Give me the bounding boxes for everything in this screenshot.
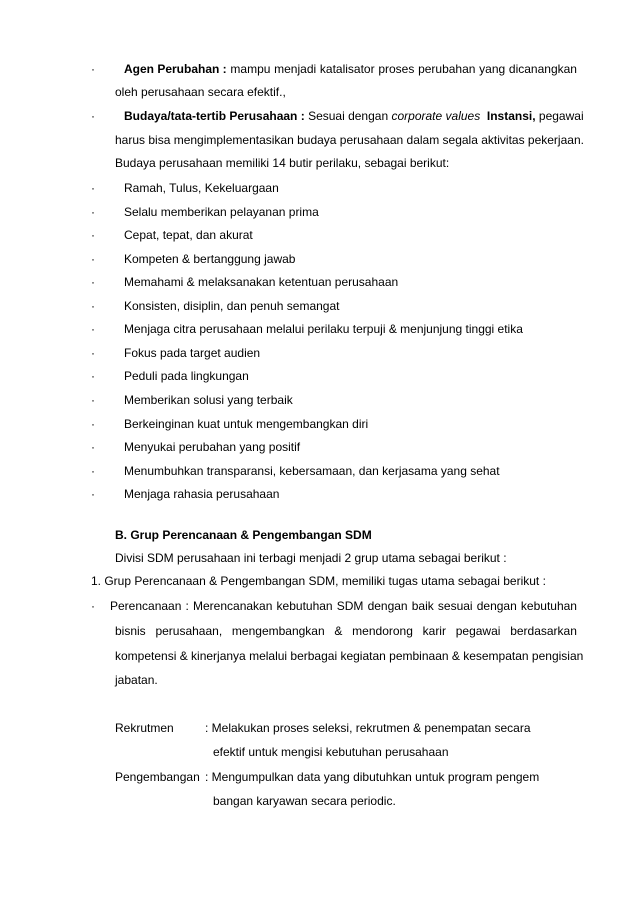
word: dicanangkan: [508, 62, 577, 76]
word: mampu: [230, 62, 271, 76]
value-item: Menyukai perubahan yang positif: [124, 440, 301, 455]
word: SDM: [336, 599, 364, 613]
word: &: [334, 624, 343, 638]
agen-perubahan-line-1: [124, 61, 577, 77]
word: perusahaan,: [155, 624, 223, 638]
definition-term-rekrutmen: Rekrutmen: [115, 721, 174, 735]
section-b-heading: [115, 527, 372, 543]
value-item: Peduli pada lingkungan: [124, 369, 249, 384]
value-item: Cepat, tepat, dan akurat: [124, 228, 253, 243]
perencanaan-line-4: jabatan.: [115, 673, 158, 687]
bullet: ·: [91, 298, 95, 313]
bullet: ·: [91, 369, 95, 384]
word: bisnis: [115, 624, 146, 638]
perencanaan-line-1: [110, 598, 577, 614]
word: menjadi: [274, 62, 317, 76]
bullet: ·: [91, 251, 95, 266]
bullet: ·: [91, 440, 95, 455]
value-item: Selalu memberikan pelayanan prima: [124, 204, 319, 219]
value-item: Ramah, Tulus, Kekeluargaan: [124, 181, 279, 195]
bullet: ·: [91, 181, 95, 195]
word: :: [185, 599, 189, 613]
value-item: Konsisten, disiplin, dan penuh semangat: [124, 298, 340, 313]
word: sesuai: [437, 599, 473, 613]
word: katalisator: [319, 62, 375, 76]
perencanaan-line-3: kompetensi & kinerjanya melalui berbagai kegiatan pembinaan & kesempatan pengisian: [115, 649, 584, 663]
word: dengan: [367, 599, 408, 613]
value-item: Menjaga citra perusahaan melalui perilaku terpuji & menjunjung tinggi etika: [124, 322, 523, 337]
bullet: ·: [91, 322, 95, 337]
word: pegawai: [455, 624, 501, 638]
word: kebutuhan: [276, 599, 333, 613]
word: karir: [422, 624, 446, 638]
word: perubahan: [418, 62, 476, 76]
agen-perubahan-line-2: oleh perusahaan secara efektif.,: [115, 85, 286, 99]
budaya-line-2: harus bisa mengimplementasikan budaya perusahaan dalam segala aktivitas pekerjaan.: [115, 133, 584, 147]
bullet: ·: [91, 62, 95, 76]
definition-pengembangan-line-1: : Mengumpulkan data yang dibutuhkan untuk program pengem: [205, 770, 540, 784]
value-item: Kompeten & bertanggung jawab: [124, 251, 296, 266]
definition-pengembangan-line-2: bangan karyawan secara periodic.: [213, 794, 396, 808]
bullet: ·: [91, 487, 95, 502]
word: mengembangkan: [231, 624, 325, 638]
value-item: Fokus pada target audien: [124, 345, 261, 360]
bullet: ·: [91, 599, 95, 613]
value-item: Menjaga rahasia perusahaan: [124, 487, 280, 502]
word: Perencanaan: [110, 599, 182, 613]
word: kebutuhan: [520, 599, 577, 613]
budaya-corporate-values: corporate values: [391, 109, 481, 123]
value-item: Memahami & melaksanakan ketentuan perusahaan: [124, 275, 399, 290]
word: yang: [479, 62, 506, 76]
word: mendorong: [352, 624, 413, 638]
budaya-line-1: [124, 108, 584, 124]
word: baik: [411, 599, 434, 613]
definition-rekrutmen-line-1: : Melakukan proses seleksi, rekrutmen & penempatan secara: [205, 721, 531, 735]
perencanaan-line-2: [115, 623, 577, 639]
bullet: ·: [91, 345, 95, 360]
value-item: Memberikan solusi yang terbaik: [124, 392, 293, 407]
bullet: ·: [91, 109, 95, 123]
budaya-instansi: Instansi,: [486, 109, 536, 123]
definition-term-pengembangan: Pengembangan: [115, 770, 200, 784]
value-item: Menumbuhkan transparansi, kebersamaan, dan kerjasama yang sehat: [124, 463, 500, 478]
bullet: ·: [91, 463, 95, 478]
bullet: ·: [91, 416, 95, 431]
value-item: Berkeinginan kuat untuk mengembangkan diri: [124, 416, 369, 431]
definition-rekrutmen-line-2: efektif untuk mengisi kebutuhan perusahaan: [213, 745, 449, 759]
agen-perubahan-label: Agen Perubahan :: [124, 62, 227, 76]
section-b-heading-text: B. Grup Perencanaan & Pengembangan SDM: [115, 528, 372, 542]
word: Merencanakan: [193, 599, 273, 613]
section-b-intro: Divisi SDM perusahaan ini terbagi menjadi 2 grup utama sebagai berikut :: [115, 551, 507, 565]
bullet: ·: [91, 204, 95, 219]
budaya-line-3: Budaya perusahaan memiliki 14 butir perilaku, sebagai berikut:: [115, 156, 450, 170]
word: proses: [378, 62, 415, 76]
budaya-text: Sesuai dengan: [308, 109, 389, 123]
word: berdasarkan: [510, 624, 577, 638]
bullet: ·: [91, 228, 95, 243]
bullet: ·: [91, 275, 95, 290]
section-b-item-1: 1. Grup Perencanaan & Pengembangan SDM, memiliki tugas utama sebagai berikut :: [91, 574, 546, 588]
budaya-end: pegawai: [538, 109, 584, 123]
budaya-label: Budaya/tata-tertib Perusahaan :: [124, 109, 305, 123]
bullet: ·: [91, 392, 95, 407]
word: dengan: [476, 599, 517, 613]
